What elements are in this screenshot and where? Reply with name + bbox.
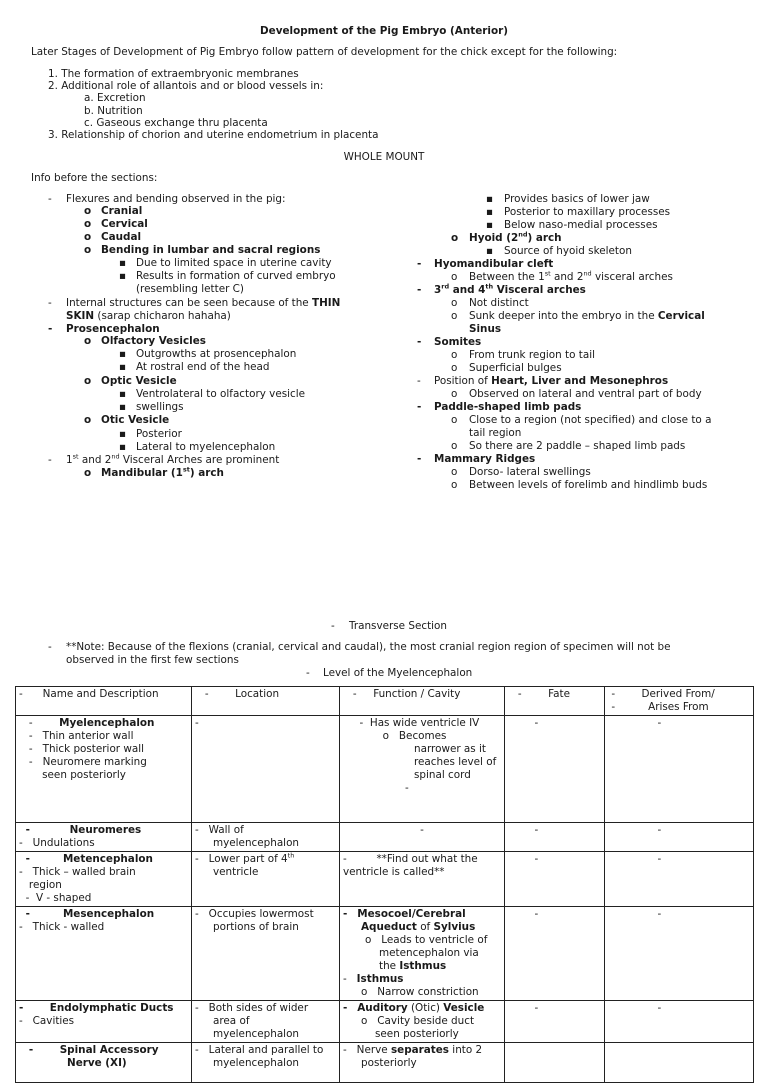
swellings-text: swellings [136, 401, 184, 413]
row-name-cell: - Myelencephalon - Thin anterior wall - Thick posterior wall - Neuromere marking seen posteriorly [16, 716, 192, 823]
circle-bullet: o [451, 479, 458, 491]
bending-label: Bending in lumbar and sacral regions [101, 244, 321, 256]
dash-bullet: - [306, 667, 310, 679]
table-row [16, 852, 754, 907]
dash-bullet: - [417, 375, 421, 387]
header-function: - Function / Cavity [340, 687, 505, 716]
dash-bullet: - [417, 258, 422, 270]
row-derived-cell: - [605, 716, 754, 823]
outgrowths-text: Outgrowths at prosencephalon [136, 348, 297, 360]
square-bullet: ▪ [486, 219, 494, 231]
row-derived-cell: - [605, 852, 754, 907]
paddle-label: Paddle-shaped limb pads [434, 401, 582, 413]
header-fate: - Fate [505, 687, 605, 716]
internal-structures-text: Internal structures can be seen because of the THIN [66, 297, 341, 309]
numbered-item-2: 2. Additional role of allantois and or blood vessels in: [48, 80, 324, 92]
dash-bullet: - [48, 454, 52, 466]
row-fate-cell: - [505, 907, 605, 1001]
circle-bullet: o [451, 310, 458, 322]
due-text: Due to limited space in uterine cavity [136, 257, 332, 269]
ventrolateral-text: Ventrolateral to olfactory vesicle [136, 388, 306, 400]
circle-bullet: o [451, 388, 458, 400]
skin-text: SKIN (sarap chicharon hahaha) [66, 310, 231, 322]
row-name-cell: - Spinal Accessory Nerve (XI) [16, 1043, 192, 1083]
numbered-item-1: 1. The formation of extraembryonic membranes [48, 68, 299, 80]
square-bullet: ▪ [119, 401, 127, 413]
info-before-heading: Info before the sections: [31, 172, 158, 184]
row-name-cell: - Neuromeres - Undulations [16, 823, 192, 852]
hyomandibular-label: Hyomandibular cleft [434, 258, 554, 270]
circle-bullet: o [451, 297, 458, 309]
posterior-text: Posterior [136, 428, 182, 440]
square-bullet: ▪ [119, 257, 127, 269]
mammary-label: Mammary Ridges [434, 453, 536, 465]
circle-bullet: o [84, 231, 92, 243]
row-function-cell: - **Find out what the ventricle is called** [340, 852, 505, 907]
square-bullet: ▪ [486, 206, 494, 218]
trunk-text: From trunk region to tail [469, 349, 595, 361]
rostral-text: At rostral end of the head [136, 361, 270, 373]
dash-bullet: - [48, 193, 52, 205]
not-distinct-text: Not distinct [469, 297, 529, 309]
square-bullet: ▪ [119, 441, 127, 453]
hyoid-label: Hyoid (2nd) arch [469, 230, 562, 244]
table-row [16, 716, 754, 823]
dash-bullet: - [331, 620, 335, 632]
results-text: Results in formation of curved embryo [136, 270, 336, 282]
dash-bullet: - [48, 323, 53, 335]
row-derived-cell: - [605, 1001, 754, 1043]
row-location-cell: - Lower part of 4th ventricle [192, 852, 340, 907]
row-name-cell: - Endolymphatic Ducts - Cavities [16, 1001, 192, 1043]
note-text-cont: observed in the first few sections [66, 654, 239, 666]
source-hyoid-text: Source of hyoid skeleton [504, 245, 632, 257]
row-function-cell: - Nerve separates into 2 posteriorly [340, 1043, 505, 1083]
square-bullet: ▪ [119, 348, 127, 360]
cervical-label: Cervical [101, 218, 148, 230]
superficial-text: Superficial bulges [469, 362, 562, 374]
row-derived-cell [605, 1043, 754, 1083]
circle-bullet: o [451, 232, 459, 244]
sinus-text: Sinus [469, 323, 502, 335]
circle-bullet: o [84, 414, 92, 426]
header-name: - Name and Description [16, 687, 192, 716]
close-region-text: Close to a region (not specified) and close to a [469, 414, 712, 426]
row-fate-cell: - [505, 852, 605, 907]
table-header-row [16, 687, 754, 716]
row-fate-cell: - [505, 1001, 605, 1043]
header-derived: - Derived From/ - Arises From [605, 687, 754, 716]
dash-bullet: - [417, 336, 422, 348]
circle-bullet: o [84, 375, 92, 387]
dorso-text: Dorso- lateral swellings [469, 466, 591, 478]
dash-bullet: - [48, 297, 52, 309]
numbered-sub-b: b. Nutrition [84, 105, 143, 117]
position-text: Position of Heart, Liver and Mesonephros [434, 375, 669, 387]
otic-label: Otic Vesicle [101, 414, 170, 426]
cranial-label: Cranial [101, 205, 143, 217]
numbered-item-3: 3. Relationship of chorion and uterine endometrium in placenta [48, 129, 379, 141]
row-fate-cell: - [505, 823, 605, 852]
circle-bullet: o [84, 335, 92, 347]
circle-bullet: o [451, 362, 458, 374]
olfactory-label: Olfactory Vesicles [101, 335, 206, 347]
note-text: **Note: Because of the flexions (cranial, cervical and caudal), the most cranial region region of specimen will not be [66, 641, 671, 653]
prosencephalon-label: Prosencephalon [66, 323, 160, 335]
whole-mount-heading: WHOLE MOUNT [343, 151, 425, 163]
circle-bullet: o [451, 271, 458, 283]
circle-bullet: o [84, 218, 92, 230]
row-derived-cell: - [605, 907, 754, 1001]
between-arches-text: Between the 1st and 2nd visceral arches [469, 269, 673, 283]
level-heading: Level of the Myelencephalon [323, 667, 473, 679]
dash-bullet: - [48, 641, 52, 653]
dash-bullet: - [417, 284, 422, 296]
observed-text: Observed on lateral and ventral part of body [469, 388, 702, 400]
page-title: Development of the Pig Embryo (Anterior) [260, 25, 508, 37]
circle-bullet: o [451, 349, 458, 361]
so-there-text: So there are 2 paddle – shaped limb pads [469, 440, 686, 452]
square-bullet: ▪ [486, 245, 494, 257]
optic-label: Optic Vesicle [101, 375, 177, 387]
dash-bullet: - [417, 401, 422, 413]
circle-bullet: o [84, 467, 92, 479]
dash-bullet: - [417, 453, 422, 465]
caudal-label: Caudal [101, 231, 142, 243]
row-name-cell: - Metencephalon - Thick – walled brain region - V - shaped [16, 852, 192, 907]
table-row [16, 907, 754, 1001]
row-location-cell: - Lateral and parallel to myelencephalon [192, 1043, 340, 1083]
posterior-max-text: Posterior to maxillary processes [504, 206, 671, 218]
lateral-myel-text: Lateral to myelencephalon [136, 441, 276, 453]
circle-bullet: o [451, 440, 458, 452]
row-location-cell: - Occupies lowermost portions of brain [192, 907, 340, 1001]
sections-table [15, 686, 754, 1083]
row-function-cell: - Mesocoel/Cerebral Aqueduct of Sylvius o Leads to ventricle of metencephalon via the Isthmus - Isthmus o Narrow constriction [340, 907, 505, 1001]
square-bullet: ▪ [119, 388, 127, 400]
results-text-cont: (resembling letter C) [136, 283, 244, 295]
lower-jaw-text: Provides basics of lower jaw [504, 193, 650, 205]
numbered-sub-a: a. Excretion [84, 92, 146, 104]
row-name-cell: - Mesencephalon - Thick - walled [16, 907, 192, 1001]
circle-bullet: o [451, 466, 458, 478]
row-fate-cell [505, 1043, 605, 1083]
square-bullet: ▪ [119, 428, 127, 440]
below-naso-text: Below naso-medial processes [504, 219, 658, 231]
intro-text: Later Stages of Development of Pig Embryo follow pattern of development for the chick except for the following: [31, 46, 618, 58]
header-location: - Location [192, 687, 340, 716]
square-bullet: ▪ [486, 193, 494, 205]
circle-bullet: o [451, 414, 458, 426]
sunk-text: Sunk deeper into the embryo in the Cervical [469, 310, 705, 322]
row-location-cell: - Wall of myelencephalon [192, 823, 340, 852]
visceral-arches-text: 1st and 2nd Visceral Arches are prominent [66, 452, 280, 466]
row-location-cell: - [192, 716, 340, 823]
table-row [16, 1043, 754, 1083]
row-function-cell: - [340, 823, 505, 852]
circle-bullet: o [84, 244, 92, 256]
row-fate-cell: - [505, 716, 605, 823]
close-region-text-cont: tail region [469, 427, 522, 439]
mandibular-label: Mandibular (1st) arch [101, 465, 224, 479]
flexures-text: Flexures and bending observed in the pig: [66, 193, 286, 205]
row-function-cell: - Has wide ventricle IV o Becomes narrower as it reaches level of spinal cord - [340, 716, 505, 823]
table-row [16, 1001, 754, 1043]
between-levels-text: Between levels of forelimb and hindlimb buds [469, 479, 708, 491]
row-location-cell: - Both sides of wider area of myelencephalon [192, 1001, 340, 1043]
row-derived-cell: - [605, 823, 754, 852]
square-bullet: ▪ [119, 361, 127, 373]
row-function-cell: - Auditory (Otic) Vesicle o Cavity beside duct seen posteriorly [340, 1001, 505, 1043]
table-row [16, 823, 754, 852]
transverse-heading: Transverse Section [349, 620, 447, 632]
somites-label: Somites [434, 336, 482, 348]
numbered-sub-c: c. Gaseous exchange thru placenta [84, 117, 268, 129]
circle-bullet: o [84, 205, 92, 217]
third-fourth-arches-label: 3rd and 4th Visceral arches [434, 282, 586, 296]
square-bullet: ▪ [119, 270, 127, 282]
